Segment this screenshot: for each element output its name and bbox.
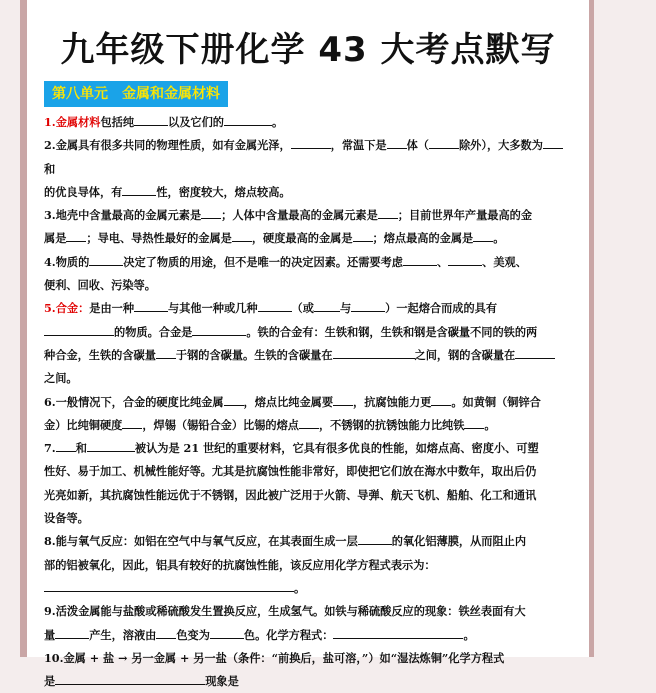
question-list (44, 111, 572, 693)
unit-heading: 第八单元 金属和金属材料 (44, 81, 228, 107)
item-3: 3.地壳中含量最高的金属元素是 ；人体中含量最高的金属元素是 ；目前世界年产量最高的金 属是 ；导电、导热性最好的金属是 ，硬度最高的金属是 ；熔点最高的金属是 。 (44, 208, 533, 246)
item-5: 5.合金：是由一种 与其他一种或几种 （或 与 ）一起熔合而成的具有 的物质。合金是 。铁的合金有：生铁和钢，生铁和钢是含碳量不同的铁的两 种合金，生铁的含碳量 于钢的含碳量。生铁的含碳量在 之间，钢的含碳量在 之间。 (44, 297, 572, 390)
item-4: 4.物质的 决定了物质的用途，但不是唯一的决定因素。还需要考虑 、 、美观、 便利、回收、污染等。 (44, 254, 527, 293)
item-10: 10.金属 + 盐 → 另一金属 + 另一盐（条件：“前换后，盐可溶，”）如“湿法炼铜”化学方程式 是 现象是 (44, 650, 505, 689)
item-2: 2.金属具有很多共同的物理性质，如有金属光泽， ，常温下是 体（ 除外），大多数为和 的优良导体，有 性，密度较大，熔点较高。 (44, 134, 572, 204)
item-7: 7. 和 被认为是 21 世纪的重要材料，它具有很多优良的性能，如熔点高、密度小、可塑 性好、易于加工、机械性能好等。尤其是抗腐蚀性能非常好，即使把它们放在海水中数年，取出后仍 光亮如新，其抗腐蚀性能远优于不锈钢，因此被广泛用于火箭、导弹、航天飞机、船舶、化工和通讯 设备等。 (44, 441, 539, 526)
document-page (27, 0, 589, 689)
item-6: 6.一般情况下，合金的硬度比纯金属 ，熔点比纯金属要 ，抗腐蚀能力更 。如黄铜（铜锌合 金）比纯铜硬度 ，焊锡（锡铅合金）比锡的熔点 ，不锈钢的抗锈蚀能力比纯铁 。 (44, 394, 541, 432)
item-9: 9.活泼金属能与盐酸或稀硫酸发生置换反应，生成氢气。如铁与稀硫酸反应的现象：铁丝表面有大 量 产生，溶液由 色变为 色。化学方程式： 。 (44, 604, 526, 642)
item-8: 8.能与氧气反应：如铝在空气中与氧气反应，在其表面生成一层 的氧化铝薄膜，从而阻止内 部的铝被氧化，因此，铝具有较好的抗腐蚀性能，该反应用化学方程式表示为： 。 (44, 534, 527, 595)
document-title: 九年级下册化学 43 大考点默写 (60, 30, 556, 70)
item-1: 1.金属材料包括纯 以及它们的 。 (44, 115, 284, 129)
